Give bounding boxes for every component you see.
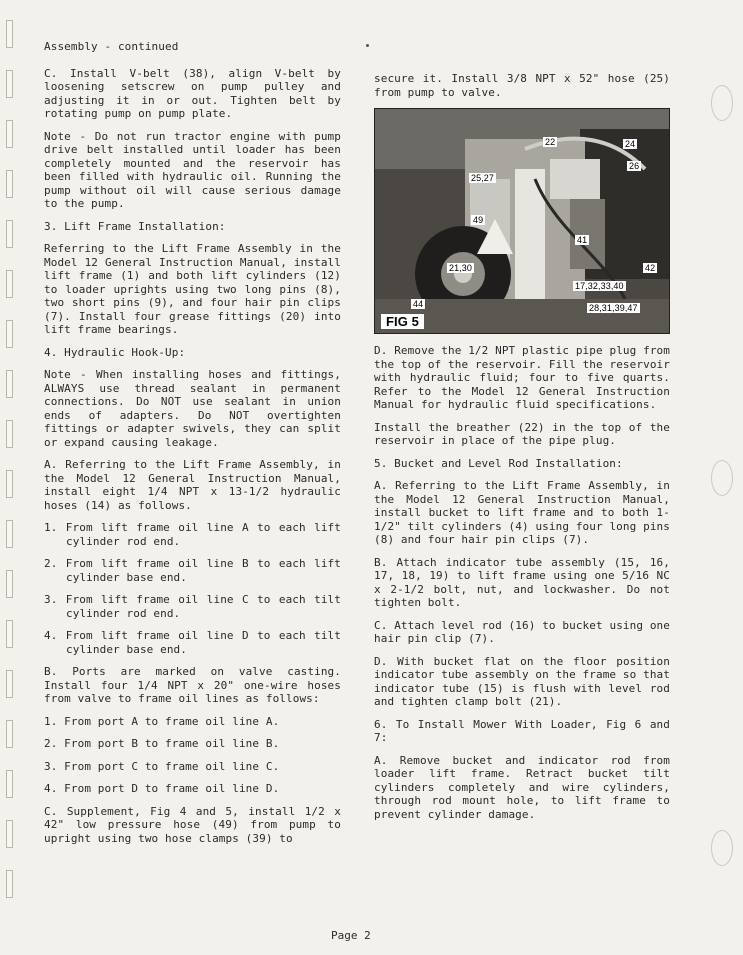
list-item: 2. From lift frame oil line B to each lift cylinder base end. [44, 557, 341, 584]
right-top-paragraph: secure it. Install 3/8 NPT x 52" hose (25) from pump to valve. [374, 72, 670, 99]
figure-5-photo [374, 108, 670, 334]
callout-22: 22 [545, 137, 556, 147]
paragraph: A. Referring to the Lift Frame Assembly, in the Model 12 General Instruction Manual, install bucket to lift frame and to both 1-1/2" tilt cylinders (4) using four long pins (8) and four hair pin clips (7). [374, 479, 670, 546]
callout-25-27: 25,27 [471, 173, 495, 183]
paragraph: C. Attach level rod (16) to bucket using one hair pin clip (7). [374, 618, 670, 645]
callout-28-31-39-47: 28,31,39,47 [589, 303, 638, 313]
callout-42: 42 [645, 263, 656, 273]
list-item: 3. From lift frame oil line C to each tilt cylinder rod end. [44, 593, 341, 620]
callout-49: 49 [473, 215, 484, 225]
paragraph: 3. Lift Frame Installation: [44, 219, 226, 233]
paragraph: 4. Hydraulic Hook-Up: [44, 345, 186, 359]
callout-26: 26 [629, 161, 640, 171]
left-column [44, 40, 341, 854]
paragraph: Install the breather (22) in the top of the reservoir in place of the pipe plug. [374, 420, 670, 447]
paragraph: B. Ports are marked on valve casting. Install four 1/4 NPT x 20" one-wire hoses from valve to frame oil lines as follows: [44, 665, 341, 705]
paragraph: Note - Do not run tractor engine with pump drive belt installed until loader has been completely mounted and the reservoir has been filled with hydraulic oil. Running the pump without oil will cause serious damage to the pump. [44, 129, 341, 210]
callout-17-32-33-40: 17,32,33,40 [575, 281, 624, 291]
paragraph: 6. To Install Mower With Loader, Fig 6 and 7: [374, 717, 670, 744]
paragraph: A. Referring to the Lift Frame Assembly, in the Model 12 General Instruction Manual, install eight 1/4 NPT x 13-1/2 hydraulic hoses (14) as follows. [44, 458, 341, 512]
paragraph: D. With bucket flat on the floor position indicator tube assembly on the frame so that indicator tube (15) is flush with level rod and tighten clamp bolt (21). [374, 654, 670, 708]
list-item: 4. From lift frame oil line D to each tilt cylinder base end. [44, 629, 341, 656]
paragraph: Note - When installing hoses and fittings, ALWAYS use thread sealant in permanent connections. Do NOT use sealant in union ends of adapters. Do NOT overtighten fittings or adapter swivels, they can split or expand causing leakage. [44, 368, 341, 449]
list-item: 3. From port C to frame oil line C. [44, 759, 280, 773]
list-item: 2. From port B to frame oil line B. [44, 737, 280, 750]
page-number: Page 2 [331, 929, 371, 942]
list-item: 4. From port D to frame oil line D. [44, 782, 280, 795]
callout-44: 44 [413, 299, 424, 309]
paragraph: 5. Bucket and Level Rod Installation: [374, 456, 623, 470]
paragraph: Referring to the Lift Frame Assembly in the Model 12 General Instruction Manual, install lift frame (1) and both lift cylinders (12) to loader uprights using two long pins (8), two short pins (9), and four hair pin clips (7). Install four grease fittings (20) into lift frame bearings. [44, 242, 341, 336]
section-heading: Assembly - continued [44, 40, 179, 53]
figure-label: FIG 5 [381, 314, 424, 330]
right-column [374, 72, 670, 830]
paragraph: B. Attach indicator tube assembly (15, 16, 17, 18, 19) to lift frame using one 5/16 NC x 2-1/2 bolt, nut, and lockwasher. Do not tighten bolt. [374, 555, 670, 609]
callout-41: 41 [577, 235, 588, 245]
paragraph: A. Remove bucket and indicator rod from loader lift frame. Retract bucket tilt cylinders completely and wire cylinders, through rod mount hole, to lift frame to prevent cylinder damage. [374, 753, 670, 821]
binder-holes [6, 20, 14, 920]
paragraph: C. Install V-belt (38), align V-belt by loosening setscrew on pump pulley and adjusting it in or out. Tighten belt by rotating pump on pump plate. [44, 66, 341, 120]
paragraph: D. Remove the 1/2 NPT plastic pipe plug from the top of the reservoir. Fill the reservoir with hydraulic fluid; four to five quarts. Refer to the Model 12 General Instruction Manual for hydraulic fluid specifications. [374, 344, 670, 411]
list-item: 1. From port A to frame oil line A. [44, 714, 280, 728]
speck [366, 44, 369, 47]
paragraph: C. Supplement, Fig 4 and 5, install 1/2 x 42" low pressure hose (49) from pump to upright using two hose clamps (39) to [44, 804, 341, 845]
callout-21-30: 21,30 [449, 263, 473, 273]
list-item: 1. From lift frame oil line A to each lift cylinder rod end. [44, 521, 341, 548]
callout-24: 24 [625, 139, 636, 149]
